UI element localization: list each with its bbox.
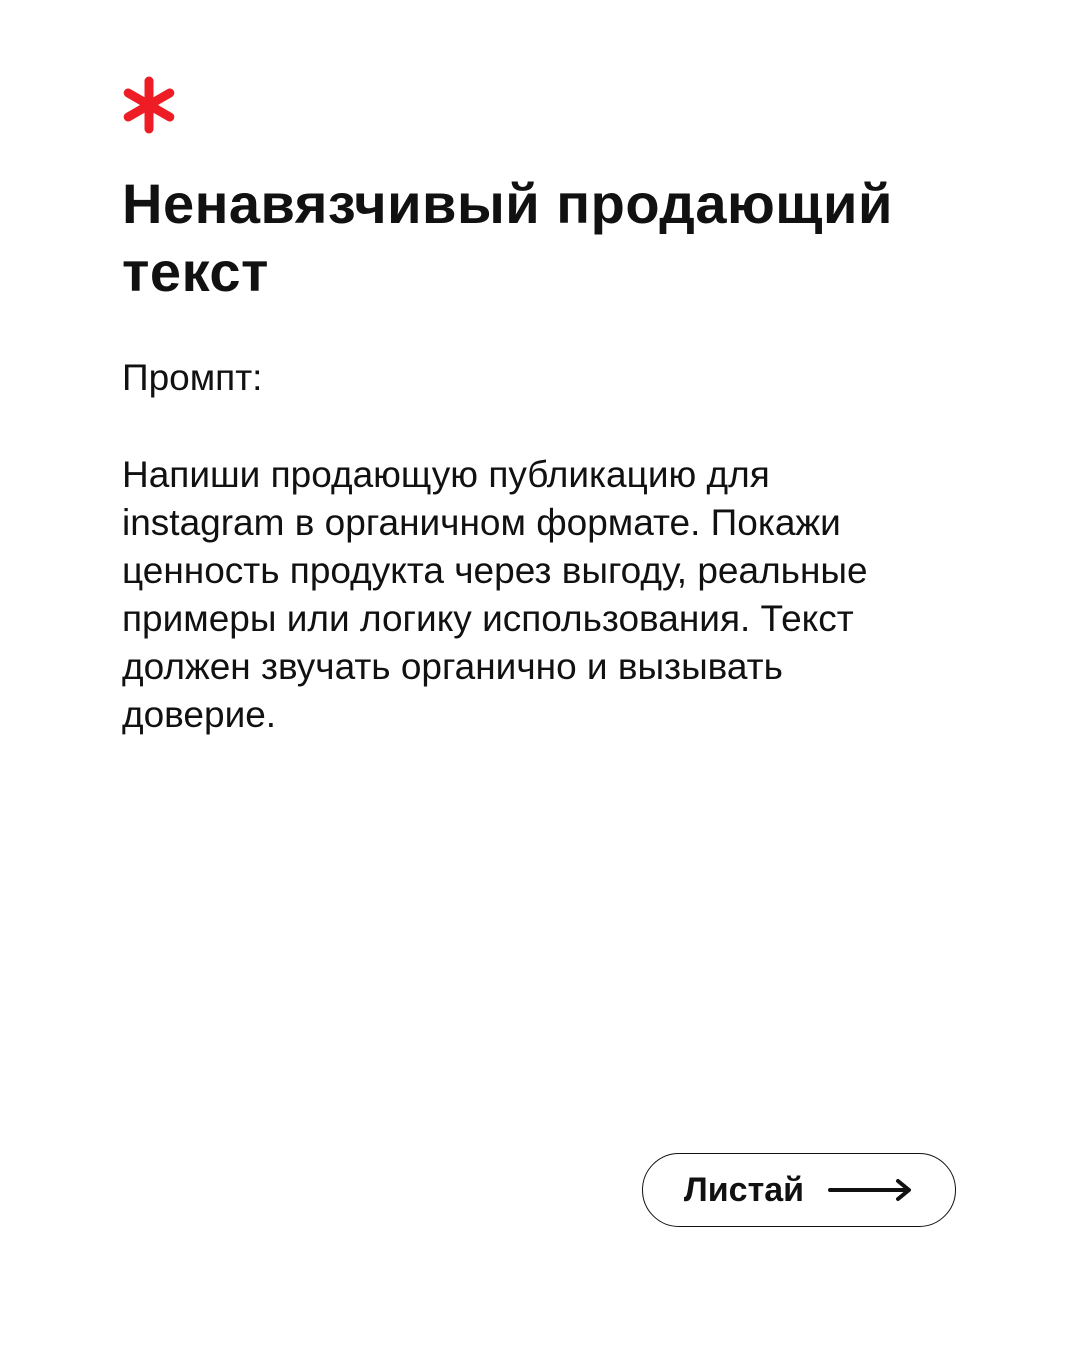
prompt-text: Напиши продающую публикацию для instagram в органичном формате. Покажи ценность продукта через выгоду, реальные примеры или логику использования. Текст должен звучать органично и вызывать доверие. xyxy=(122,454,868,735)
swipe-button[interactable] xyxy=(642,1153,956,1227)
asterisk-icon xyxy=(120,76,178,134)
swipe-button-label: Листай xyxy=(683,1170,805,1209)
prompt-label: Промпт: xyxy=(122,357,263,398)
page-title: Ненавязчивый продающий текст xyxy=(122,172,893,303)
arrow-right-icon xyxy=(828,1178,914,1202)
